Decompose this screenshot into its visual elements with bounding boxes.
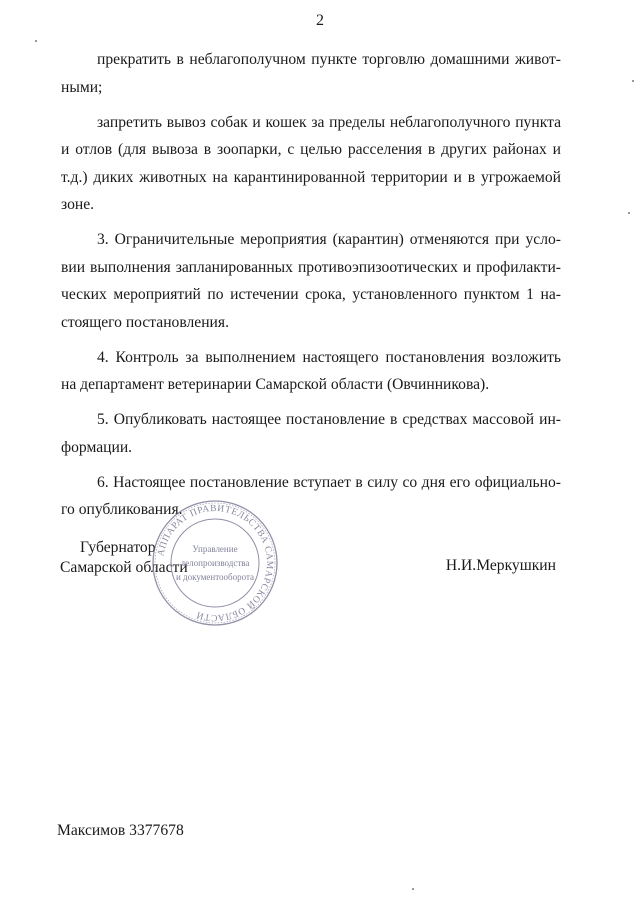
paragraph: 3. Ограничительные мероприятия (карантин) отменяются при усло-вии выполнения запланированных противоэпизоотических и профилакти-ческих мероприятий по истечении срока, установленного пунктом 1 на-стоящего постановления. <box>61 231 561 331</box>
official-seal-stamp <box>150 498 280 628</box>
scan-speck <box>632 80 634 82</box>
paragraph: прекратить в неблагополучном пункте торговлю домашними живот-ными; <box>61 51 561 96</box>
paragraph: 4. Контроль за выполнением настоящего постановления возложить на департамент ветеринарии Самарской области (Овчинникова). <box>61 348 561 393</box>
stamp-inner-line3: и документооборота <box>175 572 255 582</box>
signer-name: Н.И.Меркушкин <box>445 557 556 574</box>
page-number: 2 <box>316 12 324 29</box>
document-body <box>61 46 561 531</box>
stamp-inner-line2: делопроизводства <box>180 558 250 568</box>
executor-note: Максимов 3377678 <box>57 822 184 839</box>
paragraph: 6. Настоящее постановление вступает в силу со дня его официально-го опубликования. <box>61 473 561 518</box>
signer-title-line1: Губернатор <box>80 539 156 556</box>
scan-speck <box>35 40 37 42</box>
stamp-graphic <box>150 498 280 628</box>
paragraph: запретить вывоз собак и кошек за пределы неблагополучного пункта и отлов (для вывоза в зоопарки, с целью расселения в других районах и т.д.) диких животных на карантинированной территории и в угрожаемой зоне. <box>61 113 561 213</box>
signer-title-line2: Самарской области <box>60 559 188 576</box>
scan-speck <box>412 888 414 890</box>
scan-speck <box>628 212 630 214</box>
stamp-inner-line1: Управление <box>192 544 238 554</box>
stamp-outer-text: АППАРАТ ПРАВИТЕЛЬСТВА САМАРСКОЙ ОБЛАСТИ <box>156 503 275 623</box>
paragraph: 5. Опубликовать настоящее постановление в средствах массовой ин-формации. <box>61 411 561 456</box>
signature-block <box>60 538 556 598</box>
